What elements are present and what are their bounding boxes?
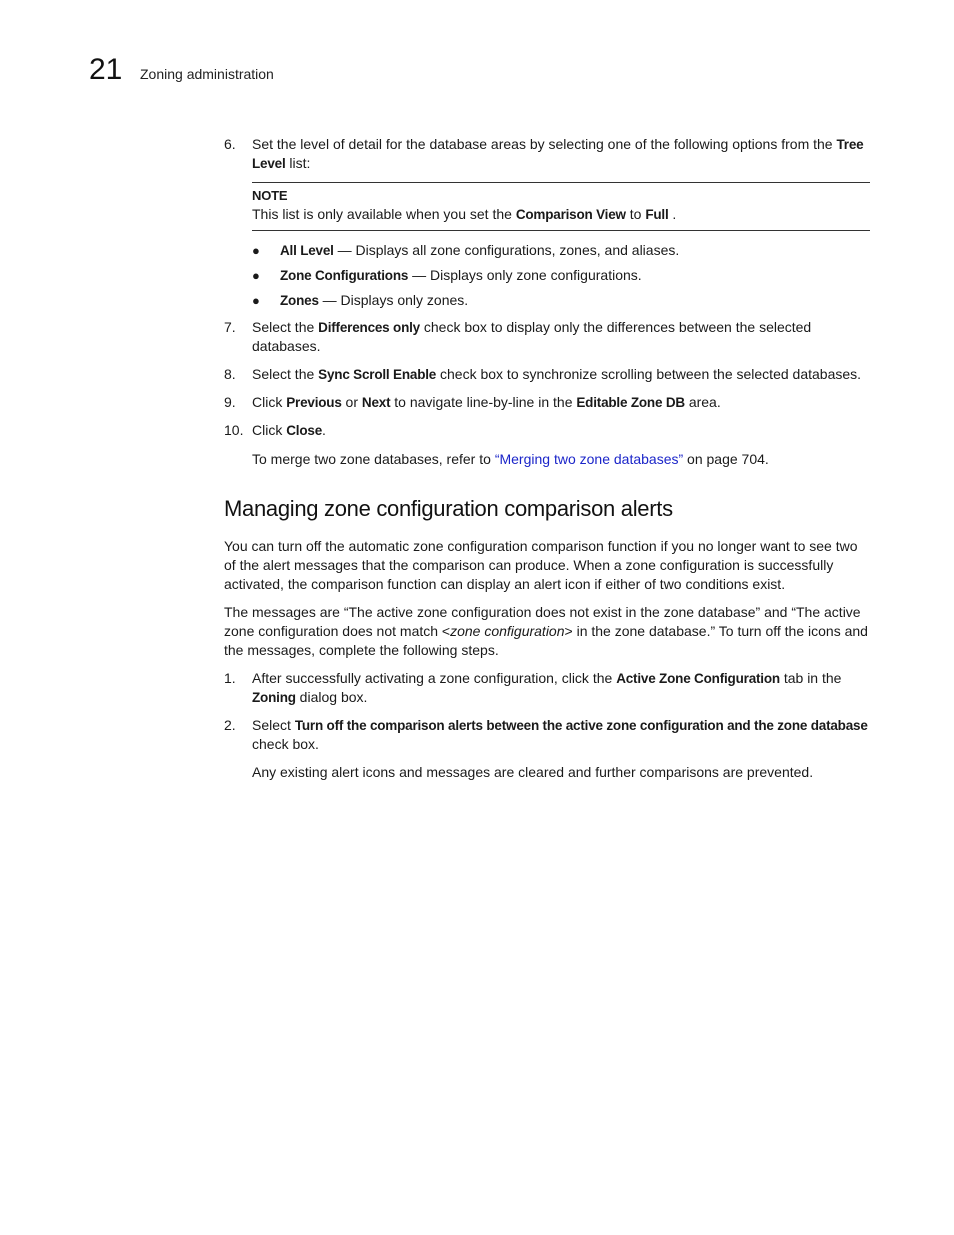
step-number: 8. [224,366,236,382]
step-6 [224,135,870,173]
bullet-icon: ● [252,243,260,258]
bullet-icon: ● [252,293,260,308]
page-content [224,135,870,782]
step-10 [224,421,870,440]
step-text: Select Turn off the comparison alerts between the active zone configuration and the zone database check box. [252,717,868,752]
step-7 [224,318,870,356]
step-number: 10. [224,422,244,438]
step-number: 6. [224,136,236,152]
merging-link[interactable]: “Merging two zone databases” [494,451,684,467]
tree-level-options [252,241,870,310]
step-8 [224,365,870,384]
step-result: Any existing alert icons and messages are cleared and further comparisons are prevented. [252,764,814,780]
step-text: Click Close. [252,422,326,438]
note-heading: NOTE [252,188,288,203]
note-text: This list is only available when you set the Comparison View to Full . [252,206,677,222]
intro-paragraph: You can turn off the automatic zone configuration comparison function if you no longer want to see two of the alert messages that the comparison can produce. When a zone configuration is successfully activated, the comparison function can display an alert icon if either of two conditions exist. [224,538,858,592]
step-text: Click Previous or Next to navigate line-by-line in the Editable Zone DB area. [252,394,721,410]
list-item: ● Zones — Displays only zones. [252,292,469,308]
step-text: Select the Sync Scroll Enable check box to synchronize scrolling between the selected databases. [252,366,862,382]
step-number: 7. [224,319,236,335]
step-number: 2. [224,717,236,733]
chapter-number: 21 [89,53,123,86]
bullet-icon: ● [252,268,260,283]
chapter-title: Zoning administration [140,66,274,82]
step-number: 9. [224,394,236,410]
messages-paragraph: The messages are “The active zone configuration does not exist in the zone database” and “The active zone configuration does not match <zone configuration> in the zone database.” To turn off the icons and the messages, complete the following steps. [224,604,868,658]
step-9 [224,393,870,412]
step-number: 1. [224,670,236,686]
alert-step-1 [224,669,870,707]
list-item: ● All Level — Displays all zone configurations, zones, and aliases. [252,242,680,258]
step-text: Select the Differences only check box to display only the differences between the selected databases. [252,319,812,354]
ui-term: Tree Level [252,137,864,171]
section-heading: Managing zone configuration comparison alerts [224,496,673,521]
step-text: After successfully activating a zone configuration, click the Active Zone Configuration tab in the Zoning dialog box. [252,670,842,705]
note-box [252,182,870,231]
alert-step-2 [224,716,870,754]
merge-reference: To merge two zone databases, refer to “Merging two zone databases” on page 704. [252,451,769,467]
step-text: Set the level of detail for the database areas by selecting one of the following options from the Tree Level list: [252,136,864,171]
list-item: ● Zone Configurations — Displays only zone configurations. [252,267,642,283]
